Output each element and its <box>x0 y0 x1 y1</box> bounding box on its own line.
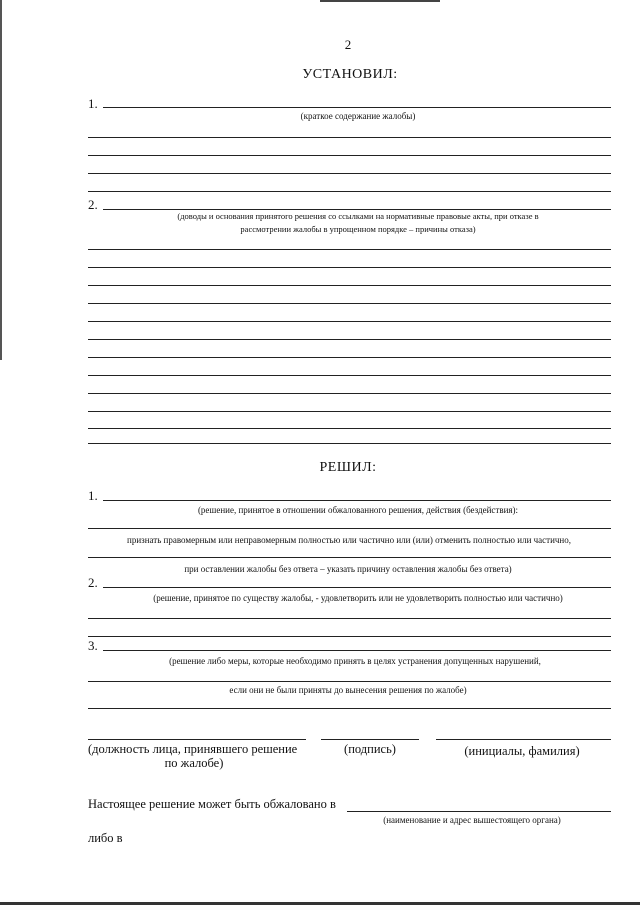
fill-line <box>88 428 611 429</box>
fill-line <box>88 285 611 286</box>
fill-line <box>88 173 611 174</box>
ustanovil-item2-caption-line1: (доводы и основания принятого решения со ссылками на нормативные правовые акты, при отказе в <box>177 211 539 221</box>
reshil-item1-caption-line3: при оставлении жалобы без ответа – указать причину оставления жалобы без ответа) <box>184 564 512 574</box>
fill-line <box>88 155 611 156</box>
fill-line <box>88 375 611 376</box>
page-number: 2 <box>344 37 352 52</box>
appeal-line <box>347 811 611 812</box>
heading-reshil: РЕШИЛ: <box>319 460 377 475</box>
fill-line <box>88 708 611 709</box>
fill-line <box>103 650 611 651</box>
reshil-item1-caption-line1: (решение, принятое в отношении обжалованного решения, действия (бездействия): <box>197 505 519 515</box>
reshil-item3-caption-line2: если они не были приняты до вынесения решения по жалобе) <box>229 685 467 695</box>
fill-line <box>103 107 611 108</box>
fill-line <box>88 357 611 358</box>
heading-ustanovil: УСТАНОВИЛ: <box>302 67 398 82</box>
ustanovil-item2-caption-line2: рассмотрении жалобы в упрощенном порядке – причины отказа) <box>240 224 476 234</box>
reshil-item3-number: 3. <box>88 638 98 653</box>
fill-line <box>88 443 611 444</box>
appeal-text: Настоящее решение может быть обжаловано в <box>88 797 336 811</box>
reshil-item2-caption: (решение, принятое по существу жалобы, - удовлетворить или не удовлетворить полностью или частично) <box>153 593 563 603</box>
fill-line <box>88 191 611 192</box>
fill-line <box>103 209 611 210</box>
reshil-item2-number: 2. <box>88 575 98 590</box>
scan-edge-top <box>320 0 440 2</box>
fill-line <box>88 528 611 529</box>
position-label-line1: (должность лица, принявшего решение <box>88 742 298 756</box>
fill-line <box>88 339 611 340</box>
reshil-item3-caption-line1: (решение либо меры, которые необходимо принять в целях устранения допущенных нарушений, <box>169 656 541 666</box>
name-label: (инициалы, фамилия) <box>464 744 580 758</box>
fill-line <box>88 681 611 682</box>
signature-line <box>321 739 419 740</box>
reshil-item1-number: 1. <box>88 488 98 503</box>
fill-line <box>88 636 611 637</box>
fill-line <box>88 618 611 619</box>
ustanovil-item2-number: 2. <box>88 197 98 212</box>
name-line <box>436 739 611 740</box>
fill-line <box>88 137 611 138</box>
reshil-item1-caption-line2: признать правомерным или неправомерным полностью или частично или (или) отменить полностью или частично, <box>127 535 571 545</box>
fill-line <box>103 587 611 588</box>
appeal-caption: (наименование и адрес вышестоящего органа) <box>383 815 561 825</box>
fill-line <box>88 321 611 322</box>
ustanovil-item1-number: 1. <box>88 96 98 111</box>
fill-line <box>88 411 611 412</box>
fill-line <box>88 267 611 268</box>
ustanovil-item1-caption: (краткое содержание жалобы) <box>300 111 416 121</box>
fill-line <box>88 393 611 394</box>
fill-line <box>88 303 611 304</box>
scan-edge-left <box>0 0 2 360</box>
fill-line <box>88 249 611 250</box>
signature-label: (подпись) <box>344 742 396 756</box>
fill-line <box>103 500 611 501</box>
position-line <box>88 739 306 740</box>
fill-line <box>88 557 611 558</box>
position-label-line2: по жалобе) <box>164 756 224 770</box>
appeal-alt: либо в <box>88 831 123 845</box>
